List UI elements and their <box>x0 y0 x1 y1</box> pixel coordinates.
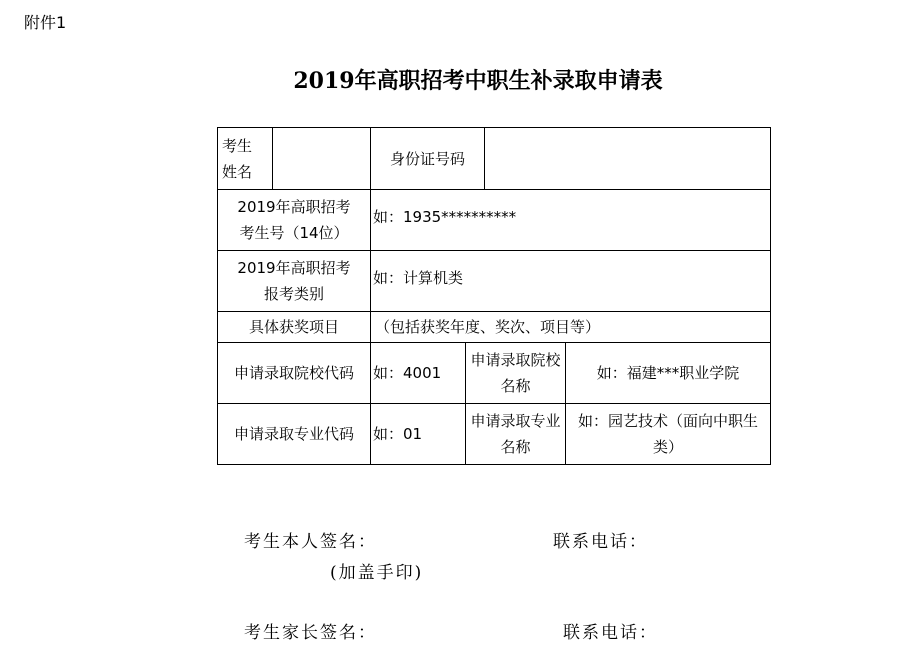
name-label: 考生姓名 <box>218 128 273 190</box>
category-label-line2: 报考类别 <box>263 285 324 303</box>
parent-phone-label: 联系电话： <box>563 623 658 643</box>
exam-number-label-line1: 2019年高职招考 <box>237 198 351 216</box>
school-name-label: 申请录取院校名称 <box>466 343 566 404</box>
student-signature-label: 考生本人签名： <box>244 532 377 552</box>
table-row <box>218 190 771 251</box>
id-number-label: 身份证号码 <box>371 128 485 190</box>
table-row <box>218 128 771 190</box>
form-title: 2019年高职招考中职生补录取申请表 <box>293 68 663 94</box>
student-phone-label: 联系电话： <box>553 532 648 552</box>
category-label <box>218 251 371 312</box>
major-name-example[interactable]: 如：园艺技术（面向中职生类） <box>566 404 771 465</box>
table-row <box>218 343 771 404</box>
award-hint[interactable]: （包括获奖年度、奖次、项目等） <box>371 312 771 343</box>
table-row <box>218 312 771 343</box>
attachment-label: 附件1 <box>24 13 67 32</box>
major-code-example[interactable]: 如：01 <box>371 404 466 465</box>
major-name-label: 申请录取专业名称 <box>466 404 566 465</box>
application-form-table <box>217 127 771 465</box>
parent-signature-label: 考生家长签名： <box>244 623 377 643</box>
table-row <box>218 404 771 465</box>
id-number-value-cell[interactable] <box>485 128 771 190</box>
exam-number-label <box>218 190 371 251</box>
category-example[interactable]: 如：计算机类 <box>371 251 771 312</box>
table-row <box>218 251 771 312</box>
exam-number-example[interactable]: 如：1935********** <box>371 190 771 251</box>
major-code-label: 申请录取专业代码 <box>218 404 371 465</box>
name-value-cell[interactable] <box>273 128 371 190</box>
category-label-line1: 2019年高职招考 <box>237 259 351 277</box>
award-label: 具体获奖项目 <box>218 312 371 343</box>
school-code-label: 申请录取院校代码 <box>218 343 371 404</box>
exam-number-label-line2: 考生号（14位） <box>239 224 349 242</box>
fingerprint-note: (加盖手印) <box>330 563 424 583</box>
school-code-example[interactable]: 如：4001 <box>371 343 466 404</box>
school-name-example[interactable]: 如：福建***职业学院 <box>566 343 771 404</box>
